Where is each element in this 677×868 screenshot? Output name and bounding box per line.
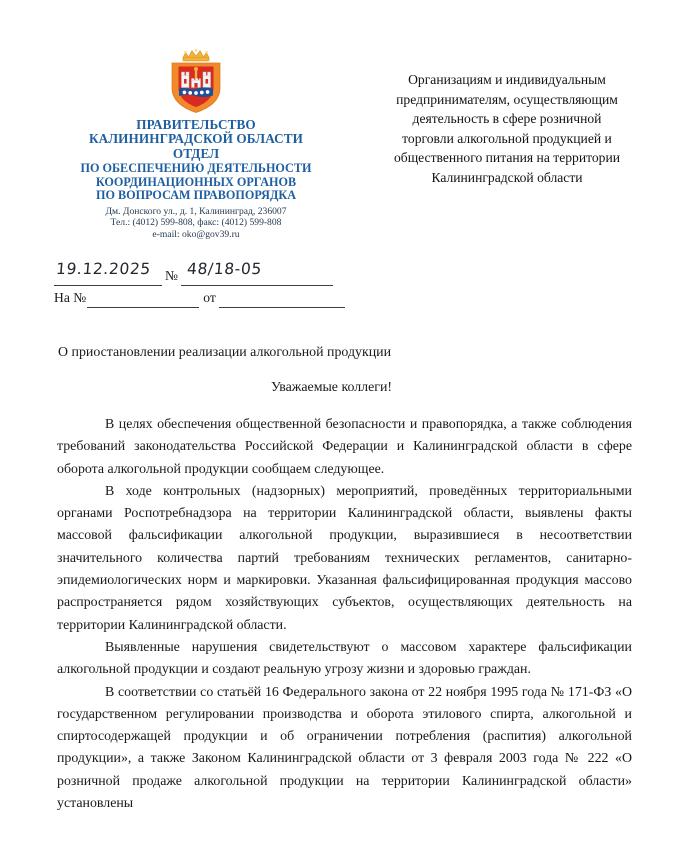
org-title-line-2: КАЛИНИНГРАДСКОЙ ОБЛАСТИ bbox=[88, 131, 304, 147]
dept-title-line-3: ПО ВОПРОСАМ ПРАВОПОРЯДКА bbox=[95, 188, 297, 203]
from-date-label: от bbox=[203, 290, 216, 305]
addressee-line-6: Калининградской области bbox=[431, 169, 583, 185]
department-title bbox=[36, 162, 356, 203]
dept-title-line-1: ПО ОБЕСПЕЧЕНИЮ ДЕЯТЕЛЬНОСТИ bbox=[80, 161, 312, 176]
subject-line: О приостановлении реализации алкогольной продукции bbox=[58, 345, 392, 360]
org-title-line-1: ПРАВИТЕЛЬСТВО bbox=[136, 117, 256, 132]
body-paragraph-3: Выявленные нарушения свидетельствуют о массовом характере фальсификации алкогольной продукции и создают реальную угрозу жизни и здоровью граждан. bbox=[57, 639, 632, 678]
outgoing-reference-row bbox=[54, 262, 384, 286]
outgoing-date-field[interactable] bbox=[54, 262, 162, 286]
incoming-reference-row bbox=[54, 286, 384, 308]
salutation: Уважаемые коллеги! bbox=[270, 380, 393, 395]
contact-details bbox=[36, 206, 356, 240]
body-paragraph-4: В соответствии со статьёй 16 Федерального закона от 22 ноября 1995 года № 171-ФЗ «О государственном регулировании производства и оборота этилового спирта, алкогольной и спиртосодержащей продукции и об ограничении потребления (распития) алкогольной продукции», а также Законом Калининградской области от 3 февраля 2003 года № 222 «О розничной продаже алкогольной продукции на территории Калининградской области» установлены bbox=[57, 684, 632, 812]
postal-address: Дм. Донского ул., д. 1, Калининград, 236007 bbox=[105, 206, 287, 217]
letter-body bbox=[57, 414, 632, 815]
addressee-line-1: Организациям и индивидуальным bbox=[408, 72, 606, 87]
addressee-line-3: деятельность в сфере розничной bbox=[412, 111, 602, 127]
outgoing-date-value: 19.12.2025 bbox=[55, 260, 152, 278]
coat-of-arms-icon bbox=[165, 48, 227, 114]
addressee-block bbox=[372, 70, 642, 188]
reply-to-label: На № bbox=[54, 290, 87, 305]
outgoing-number-field[interactable] bbox=[181, 262, 333, 286]
addressee-line-2: предпринимателям, осуществляющим bbox=[396, 91, 618, 107]
reference-block bbox=[54, 262, 384, 308]
org-title-line-3: ОТДЕЛ bbox=[172, 145, 220, 161]
addressee-line-4: торговли алкогольной продукцией и bbox=[402, 130, 612, 146]
number-symbol-label: № bbox=[165, 268, 178, 283]
reply-number-field[interactable] bbox=[87, 286, 199, 308]
dept-title-line-2: КООРДИНАЦИОННЫХ ОРГАНОВ bbox=[95, 174, 297, 189]
email-address: e-mail: oko@gov39.ru bbox=[152, 228, 240, 240]
reply-date-field[interactable] bbox=[219, 286, 345, 308]
letterhead-block bbox=[36, 48, 356, 240]
phone-fax: Тел.: (4012) 599-808, факс: (4012) 599-808 bbox=[110, 217, 282, 229]
body-paragraph-1: В целях обеспечения общественной безопасности и правопорядка, а также соблюдения требований законодательства Российской Федерации и Калининградской области в сфере оборота алкогольной продукции сообщаем следующее. bbox=[57, 417, 632, 477]
letterhead-header bbox=[0, 48, 677, 248]
organization-title bbox=[36, 118, 356, 161]
addressee-line-5: общественного питания на территории bbox=[393, 150, 621, 166]
body-paragraph-2: В ходе контрольных (надзорных) мероприятий, проведённых территориальными органами Роспотребнадзора на территории Калининградской области, выявлены факты массовой фальсификации алкогольной продукции, выразившиеся в несоответствии значительного количества партий требованиям технических регламентов, санитарно-эпидемиологических норм и маркировки. Указанная фальсифицированная продукция массово распространяется рядом хозяйствующих субъектов, осуществляющих деятельность на территории Калининградской области. bbox=[57, 483, 632, 633]
outgoing-number-value: 48/18-05 bbox=[186, 260, 263, 278]
